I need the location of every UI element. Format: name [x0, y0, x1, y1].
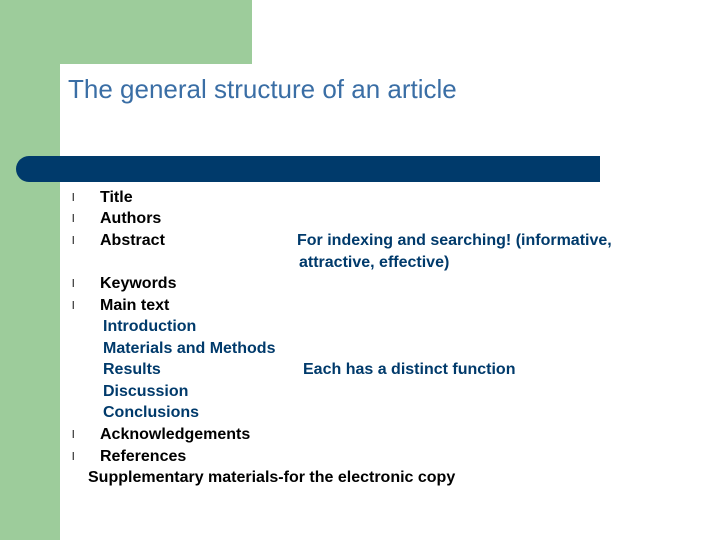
title-divider-bar: [16, 156, 600, 182]
green-top-band: [0, 0, 252, 64]
item-main-text: Main text: [100, 297, 170, 314]
section-introduction: Introduction: [103, 318, 197, 335]
sections-note: Each has a distinct function: [303, 361, 516, 378]
bullet-icon: l: [72, 278, 75, 290]
section-results: Results: [103, 361, 161, 378]
green-side-band: [0, 0, 60, 540]
bullet-icon: l: [72, 235, 75, 247]
item-keywords: Keywords: [100, 275, 177, 292]
bullet-icon: l: [72, 429, 75, 441]
section-conclusions: Conclusions: [103, 404, 200, 421]
item-references: References: [100, 448, 187, 465]
slide-title: The general structure of an article: [68, 74, 457, 104]
bullet-icon: l: [72, 192, 75, 204]
bullet-icon: l: [72, 213, 75, 225]
item-authors: Authors: [100, 210, 162, 227]
bullet-icon: l: [72, 451, 75, 463]
section-discussion: Discussion: [103, 383, 189, 400]
abstract-note-line2: attractive, effective): [299, 254, 450, 271]
bullet-icon: l: [72, 300, 75, 312]
item-abstract: Abstract: [100, 232, 165, 249]
abstract-note-line1: For indexing and searching! (informative,: [297, 232, 612, 249]
supplementary-note: Supplementary materials-for the electronic copy: [88, 469, 456, 486]
item-acknowledgements: Acknowledgements: [100, 426, 251, 443]
section-materials-methods: Materials and Methods: [103, 340, 276, 357]
item-title: Title: [100, 189, 133, 206]
